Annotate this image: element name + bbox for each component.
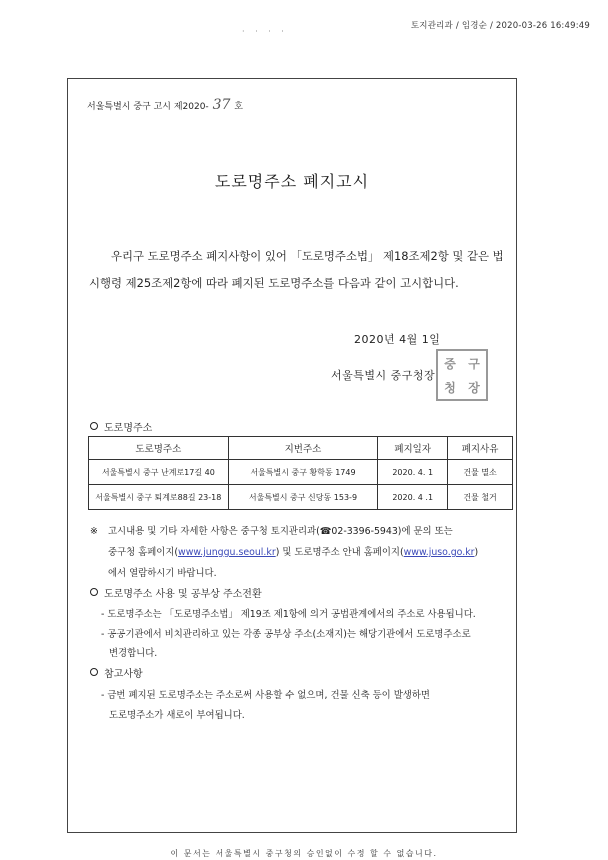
notice-number-handwritten: 37 <box>212 97 231 113</box>
notice-number-prefix: 서울특별시 중구 고시 제2020- <box>87 102 209 112</box>
table-row <box>89 460 513 485</box>
contact-note-line-2 <box>90 542 515 563</box>
contact-note-line-1 <box>90 521 515 542</box>
col-header-abolish-reason: 폐지사유 <box>448 437 513 460</box>
seal-char: 장 <box>468 380 480 395</box>
reference-item-1-cont: 도로명주소가 새로이 부여됩니다. <box>109 710 245 721</box>
circle-bullet-icon <box>90 588 98 596</box>
circle-bullet-icon <box>90 422 98 430</box>
contact-note-text-1: 고시내용 및 기타 자세한 사항은 중구청 토지관리과(☎02-3396-5943)에 문의 또는 <box>108 526 453 537</box>
address-usage-item-2: - 공공기관에서 비치관리하고 있는 각종 공부상 주소(소재지)는 해당기관에서 도로명주소로 <box>101 629 471 640</box>
cell-abolish-reason: 건물 철거 <box>448 485 513 510</box>
contact-note-text-2a: 중구청 홈페이지( <box>108 547 179 558</box>
section-reference-label: 참고사항 <box>104 669 143 680</box>
junggu-homepage-link[interactable]: www.junggu.seoul.kr <box>178 547 276 558</box>
notice-number <box>87 97 243 113</box>
cell-road-address: 서울특별시 중구 퇴계로88길 23-18 <box>89 485 229 510</box>
cell-road-address: 서울특별시 중구 난계로17길 40 <box>89 460 229 485</box>
contact-note <box>90 521 515 584</box>
cell-lot-address: 서울특별시 중구 신당동 153-9 <box>228 485 378 510</box>
abolished-address-table <box>88 436 513 510</box>
notice-document <box>67 78 517 833</box>
official-seal-icon <box>436 349 488 401</box>
table-header-row <box>89 437 513 460</box>
address-usage-item-1: - 도로명주소는 「도로명주소법」 제19조 제1항에 의거 공법관계에서의 주소로 사용됩니다. <box>101 609 476 620</box>
seal-char: 청 <box>444 380 456 395</box>
document-print-stamp: 토지관리과 / 임경순 / 2020-03-26 16:49:49 <box>410 21 590 31</box>
issuer-name: 서울특별시 중구청장 <box>331 369 436 382</box>
notice-body-line-1: 우리구 도로명주소 폐지사항이 있어 「도로명주소법」 제18조제2항 및 같은 법 <box>111 249 504 263</box>
contact-note-text-2c: ) <box>474 547 479 558</box>
seal-char: 구 <box>468 356 480 371</box>
col-header-road-address: 도로명주소 <box>89 437 229 460</box>
circle-bullet-icon <box>90 668 98 676</box>
section-road-address-title <box>90 419 152 434</box>
cell-abolish-reason: 건물 멸소 <box>448 460 513 485</box>
notice-body <box>89 243 514 297</box>
document-title: 도로명주소 폐지고시 <box>214 172 370 191</box>
reference-item-1: - 금번 폐지된 도로명주소는 주소로써 사용할 수 없으며, 건물 신축 등이 발생하면 <box>101 690 430 701</box>
section-address-usage-title <box>90 585 262 600</box>
cell-lot-address: 서울특별시 중구 황학동 1749 <box>228 460 378 485</box>
col-header-lot-address: 지번주소 <box>228 437 378 460</box>
juso-homepage-link[interactable]: www.juso.go.kr <box>403 547 475 558</box>
cell-abolish-date: 2020. 4 .1 <box>378 485 448 510</box>
seal-char: 중 <box>444 356 456 371</box>
contact-note-text-2b: ) 및 도로명주소 안내 홈페이지( <box>275 547 404 558</box>
contact-note-line-3: 에서 열람하시기 바랍니다. <box>108 568 217 579</box>
cell-abolish-date: 2020. 4. 1 <box>378 460 448 485</box>
col-header-abolish-date: 폐지일자 <box>378 437 448 460</box>
table-row <box>89 485 513 510</box>
address-usage-item-2-cont: 변경합니다. <box>109 648 158 659</box>
section-road-address-label: 도로명주소 <box>104 423 153 434</box>
notice-body-line-2: 시행령 제25조제2항에 따라 폐지된 도로명주소를 다음과 같이 고시합니다. <box>89 276 459 290</box>
section-reference-title <box>90 665 143 680</box>
notice-number-suffix: 호 <box>234 102 243 112</box>
section-address-usage-label: 도로명주소 사용 및 공부상 주소전환 <box>104 589 262 600</box>
reference-mark-icon: ※ <box>90 526 98 537</box>
scan-marks: · · · · <box>242 27 288 36</box>
notice-date: 2020년 4월 1일 <box>354 333 441 346</box>
document-footer: 이 문서는 서울특별시 중구청의 승인없이 수정 할 수 없습니다. <box>170 849 438 858</box>
